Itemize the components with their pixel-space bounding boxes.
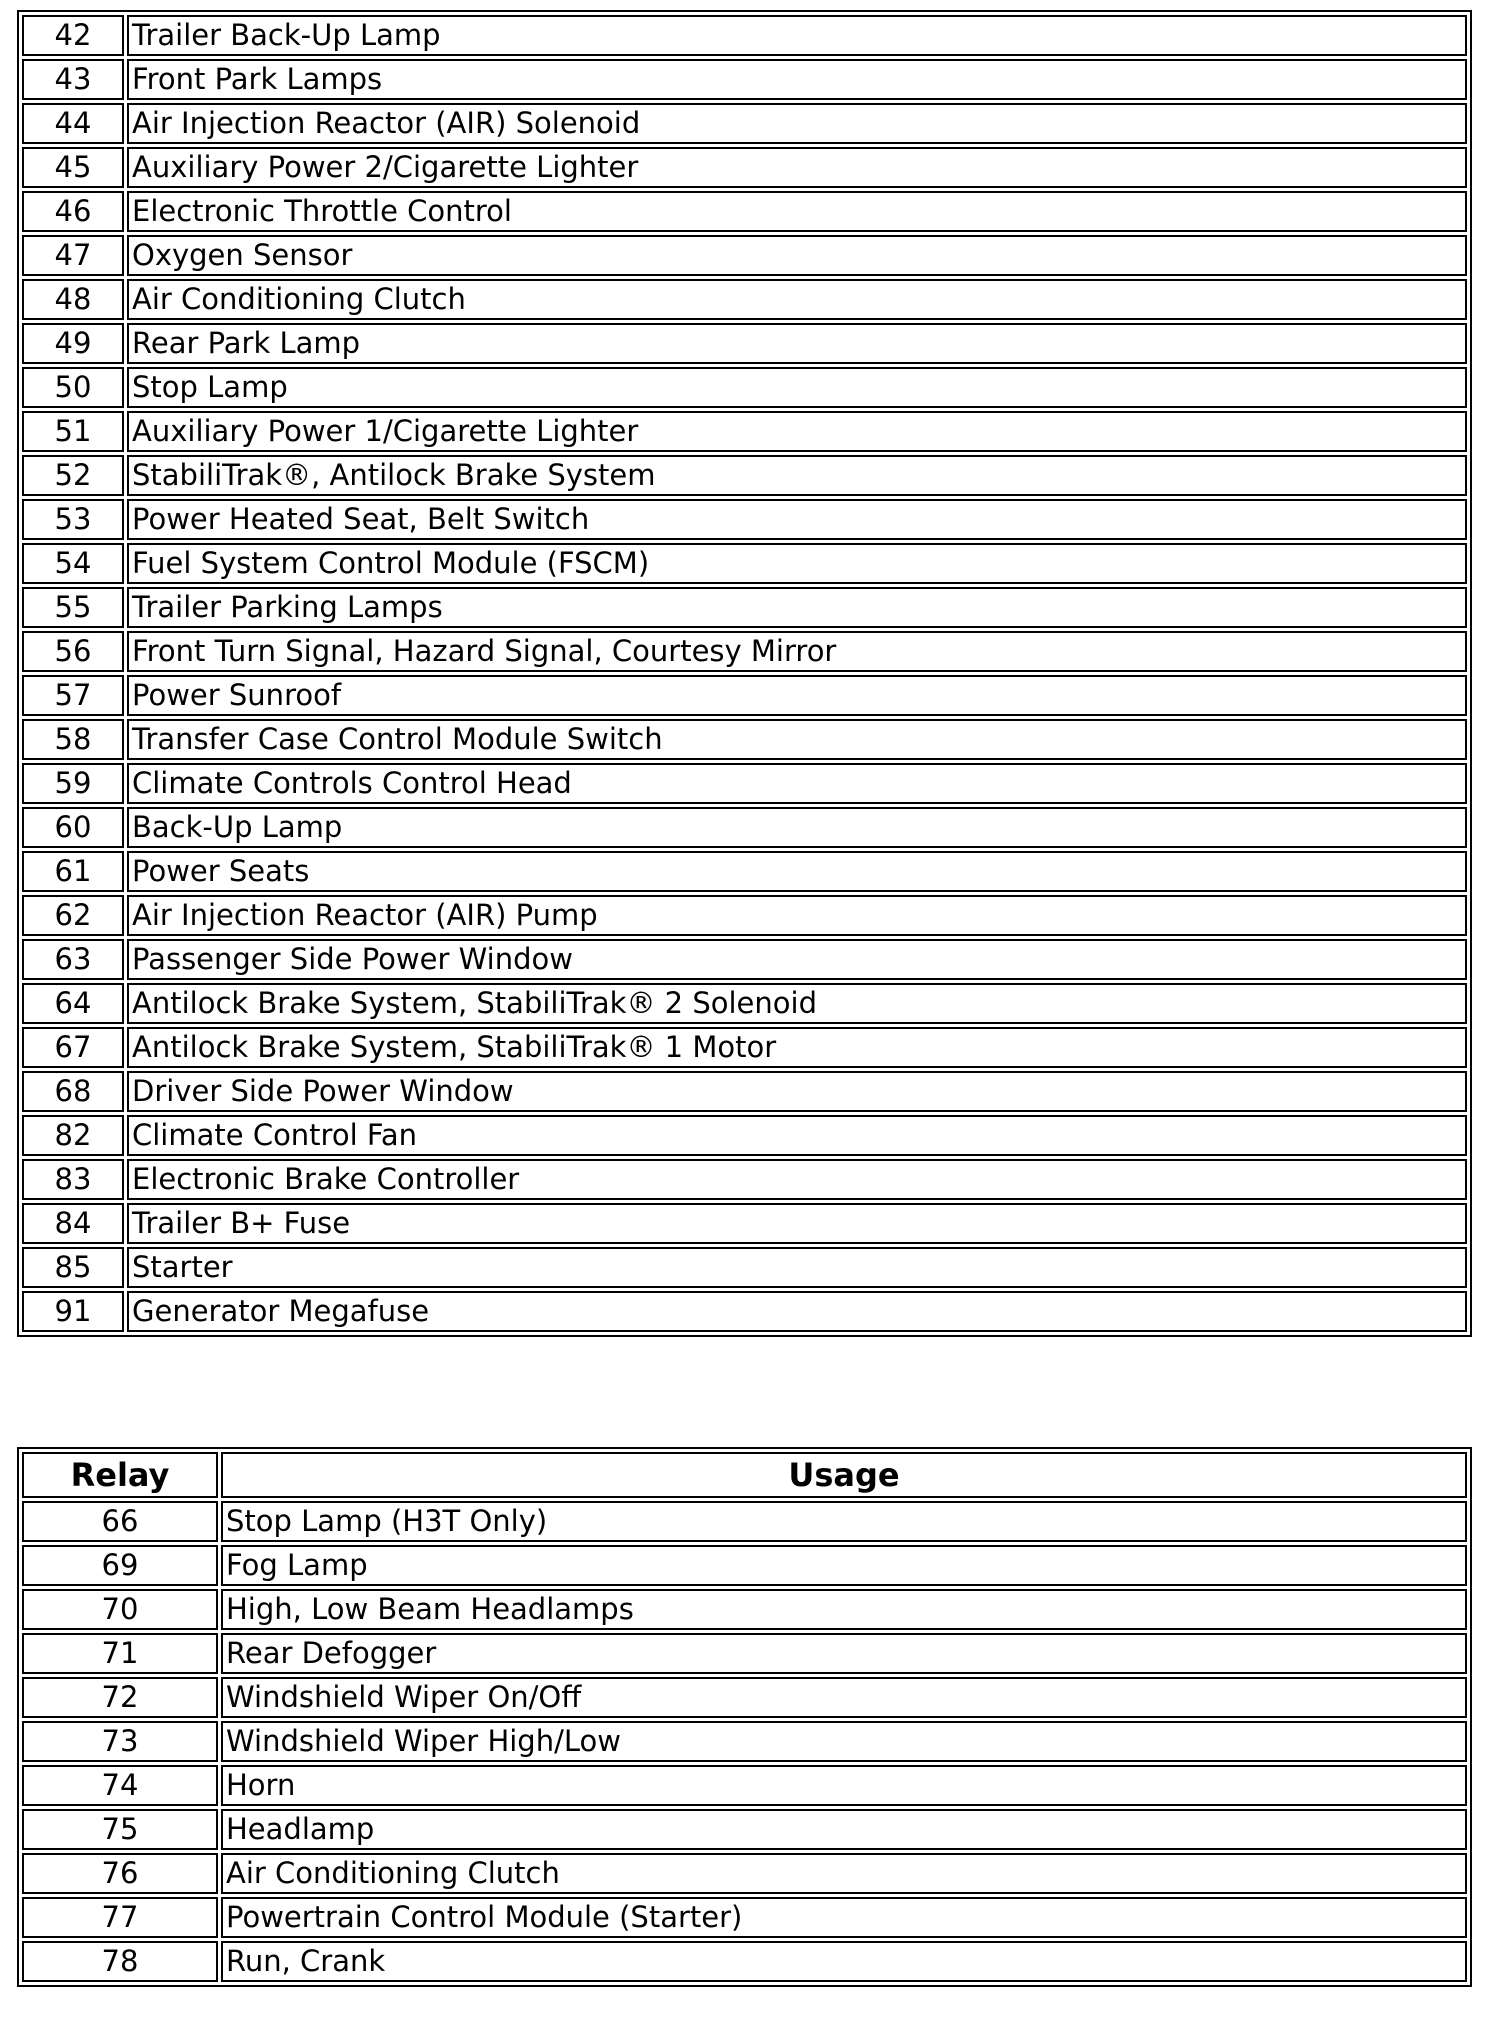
- usage-cell: Windshield Wiper High/Low: [221, 1721, 1467, 1762]
- fuse-row: [22, 719, 1467, 760]
- usage-cell: Fuel System Control Module (FSCM): [127, 543, 1467, 584]
- fuse-table: [17, 10, 1472, 1337]
- relay-row: [22, 1941, 1467, 1982]
- relay-row: [22, 1765, 1467, 1806]
- usage-cell: Climate Controls Control Head: [127, 763, 1467, 804]
- number-cell: 70: [22, 1589, 218, 1630]
- number-cell: 58: [22, 719, 124, 760]
- fuse-row: [22, 15, 1467, 56]
- number-cell: 54: [22, 543, 124, 584]
- number-cell: 46: [22, 191, 124, 232]
- usage-cell: Electronic Brake Controller: [127, 1159, 1467, 1200]
- number-cell: 43: [22, 59, 124, 100]
- number-cell: 44: [22, 103, 124, 144]
- usage-cell: Trailer Back-Up Lamp: [127, 15, 1467, 56]
- relay-row: [22, 1501, 1467, 1542]
- fuse-row: [22, 1291, 1467, 1332]
- number-cell: 45: [22, 147, 124, 188]
- usage-cell: Rear Park Lamp: [127, 323, 1467, 364]
- number-cell: 42: [22, 15, 124, 56]
- fuse-row: [22, 1247, 1467, 1288]
- usage-cell: Antilock Brake System, StabiliTrak® 1 Motor: [127, 1027, 1467, 1068]
- usage-cell: Horn: [221, 1765, 1467, 1806]
- usage-cell: Oxygen Sensor: [127, 235, 1467, 276]
- number-cell: 48: [22, 279, 124, 320]
- number-cell: 50: [22, 367, 124, 408]
- number-cell: 77: [22, 1897, 218, 1938]
- fuse-row: [22, 807, 1467, 848]
- number-cell: 71: [22, 1633, 218, 1674]
- number-cell: 72: [22, 1677, 218, 1718]
- usage-column-header: Usage: [221, 1452, 1467, 1498]
- number-cell: 61: [22, 851, 124, 892]
- usage-cell: Stop Lamp: [127, 367, 1467, 408]
- relay-row: [22, 1677, 1467, 1718]
- usage-cell: Stop Lamp (H3T Only): [221, 1501, 1467, 1542]
- number-cell: 91: [22, 1291, 124, 1332]
- usage-cell: Auxiliary Power 1/Cigarette Lighter: [127, 411, 1467, 452]
- usage-cell: Climate Control Fan: [127, 1115, 1467, 1156]
- relay-row: [22, 1633, 1467, 1674]
- number-cell: 67: [22, 1027, 124, 1068]
- number-cell: 49: [22, 323, 124, 364]
- header-row: [22, 1452, 1467, 1498]
- number-cell: 55: [22, 587, 124, 628]
- number-cell: 66: [22, 1501, 218, 1542]
- fuse-row: [22, 103, 1467, 144]
- fuse-row: [22, 455, 1467, 496]
- usage-cell: Trailer B+ Fuse: [127, 1203, 1467, 1244]
- fuse-row: [22, 1115, 1467, 1156]
- usage-cell: Starter: [127, 1247, 1467, 1288]
- usage-cell: Back-Up Lamp: [127, 807, 1467, 848]
- usage-cell: Power Heated Seat, Belt Switch: [127, 499, 1467, 540]
- number-cell: 75: [22, 1809, 218, 1850]
- number-cell: 59: [22, 763, 124, 804]
- usage-cell: Power Seats: [127, 851, 1467, 892]
- usage-cell: Rear Defogger: [221, 1633, 1467, 1674]
- usage-cell: High, Low Beam Headlamps: [221, 1589, 1467, 1630]
- relay-table-header: [22, 1452, 1467, 1498]
- number-cell: 74: [22, 1765, 218, 1806]
- fuse-row: [22, 411, 1467, 452]
- usage-cell: Driver Side Power Window: [127, 1071, 1467, 1112]
- number-cell: 56: [22, 631, 124, 672]
- fuse-row: [22, 323, 1467, 364]
- usage-cell: Fog Lamp: [221, 1545, 1467, 1586]
- number-cell: 62: [22, 895, 124, 936]
- usage-cell: Air Conditioning Clutch: [127, 279, 1467, 320]
- number-cell: 57: [22, 675, 124, 716]
- usage-cell: Front Turn Signal, Hazard Signal, Courtesy Mirror: [127, 631, 1467, 672]
- number-cell: 76: [22, 1853, 218, 1894]
- fuse-row: [22, 983, 1467, 1024]
- usage-cell: Air Injection Reactor (AIR) Solenoid: [127, 103, 1467, 144]
- fuse-row: [22, 499, 1467, 540]
- fuse-row: [22, 1159, 1467, 1200]
- usage-cell: Power Sunroof: [127, 675, 1467, 716]
- fuse-row: [22, 851, 1467, 892]
- fuse-row: [22, 895, 1467, 936]
- fuse-row: [22, 367, 1467, 408]
- number-cell: 68: [22, 1071, 124, 1112]
- usage-cell: Front Park Lamps: [127, 59, 1467, 100]
- usage-cell: Air Conditioning Clutch: [221, 1853, 1467, 1894]
- relay-row: [22, 1897, 1467, 1938]
- relay-table-body: [22, 1501, 1467, 1982]
- fuse-row: [22, 1071, 1467, 1112]
- usage-cell: Auxiliary Power 2/Cigarette Lighter: [127, 147, 1467, 188]
- fuse-row: [22, 279, 1467, 320]
- usage-cell: Air Injection Reactor (AIR) Pump: [127, 895, 1467, 936]
- usage-cell: Generator Megafuse: [127, 1291, 1467, 1332]
- usage-cell: Powertrain Control Module (Starter): [221, 1897, 1467, 1938]
- relay-row: [22, 1545, 1467, 1586]
- fuse-row: [22, 191, 1467, 232]
- usage-cell: Headlamp: [221, 1809, 1467, 1850]
- number-cell: 82: [22, 1115, 124, 1156]
- fuse-row: [22, 235, 1467, 276]
- fuse-row: [22, 939, 1467, 980]
- number-cell: 83: [22, 1159, 124, 1200]
- fuse-row: [22, 147, 1467, 188]
- number-cell: 78: [22, 1941, 218, 1982]
- fuse-row: [22, 59, 1467, 100]
- usage-cell: Electronic Throttle Control: [127, 191, 1467, 232]
- usage-cell: Transfer Case Control Module Switch: [127, 719, 1467, 760]
- number-cell: 52: [22, 455, 124, 496]
- fuse-row: [22, 763, 1467, 804]
- number-cell: 53: [22, 499, 124, 540]
- relay-column-header: Relay: [22, 1452, 218, 1498]
- fuse-row: [22, 631, 1467, 672]
- number-cell: 64: [22, 983, 124, 1024]
- usage-cell: StabiliTrak®, Antilock Brake System: [127, 455, 1467, 496]
- fuse-row: [22, 1203, 1467, 1244]
- number-cell: 47: [22, 235, 124, 276]
- relay-row: [22, 1721, 1467, 1762]
- usage-cell: Windshield Wiper On/Off: [221, 1677, 1467, 1718]
- fuse-row: [22, 587, 1467, 628]
- number-cell: 85: [22, 1247, 124, 1288]
- relay-row: [22, 1809, 1467, 1850]
- usage-cell: Passenger Side Power Window: [127, 939, 1467, 980]
- number-cell: 51: [22, 411, 124, 452]
- usage-cell: Run, Crank: [221, 1941, 1467, 1982]
- fuse-row: [22, 543, 1467, 584]
- number-cell: 84: [22, 1203, 124, 1244]
- fuse-table-body: [22, 15, 1467, 1332]
- fuse-row: [22, 675, 1467, 716]
- number-cell: 63: [22, 939, 124, 980]
- relay-row: [22, 1589, 1467, 1630]
- number-cell: 60: [22, 807, 124, 848]
- number-cell: 69: [22, 1545, 218, 1586]
- usage-cell: Antilock Brake System, StabiliTrak® 2 Solenoid: [127, 983, 1467, 1024]
- number-cell: 73: [22, 1721, 218, 1762]
- usage-cell: Trailer Parking Lamps: [127, 587, 1467, 628]
- relay-table: [17, 1447, 1472, 1987]
- fuse-row: [22, 1027, 1467, 1068]
- relay-row: [22, 1853, 1467, 1894]
